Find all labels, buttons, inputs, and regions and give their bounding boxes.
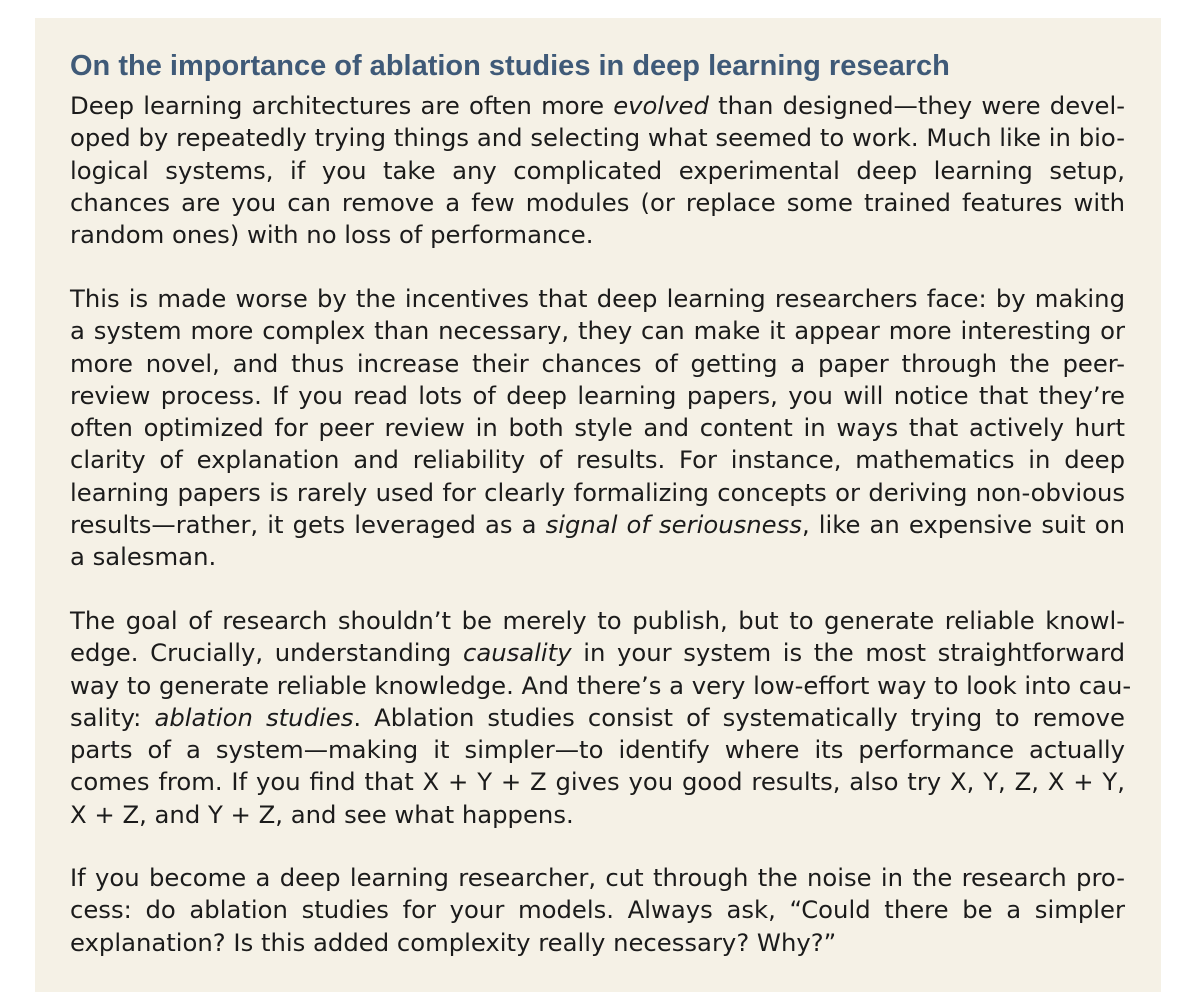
emphasis-text: ablation studies [154,702,354,732]
text-segment: random ones) with no loss of performance. [70,220,594,250]
text-line [70,509,1125,541]
text-segment: clarity of explanation and reliability of results. For instance, mathematics in deep [70,445,1125,475]
text-segment: sality: [70,702,155,732]
text-segment: If you become a deep learning researcher, cut through the noise in the research pro- [70,863,1125,892]
text-line [70,348,1125,380]
text-segment: cess: do ablation studies for your models. Always ask, “Could there be a simpler [70,895,1125,925]
text-line [70,219,1125,251]
text-segment: chances are you can remove a few modules (or replace some trained features with [70,187,1125,217]
text-line [70,734,1125,766]
text-segment: a system more complex than necessary, they can make it appear more interesting or [70,316,1125,346]
text-segment: more novel, and thus increase their chances of getting a paper through the peer- [70,348,1125,378]
text-line [70,155,1125,187]
text-segment: in your system is the most straightforward [571,638,1125,668]
text-segment: way to generate reliable knowledge. And there’s a very low-effort way to look into cau- [70,670,1132,700]
text-segment: parts of a system—making it simpler—to identify where its performance actually [70,735,1125,765]
text-segment: explanation? Is this added complexity really necessary? Why?” [70,927,837,957]
paragraph-3 [70,605,1132,831]
text-segment: oped by repeatedly trying things and selecting what seemed to work. Much like in bio- [70,123,1125,153]
emphasis-text: signal of seriousness [545,510,802,540]
text-line [70,380,1125,412]
text-line [70,444,1125,476]
text-line [70,862,1125,894]
text-segment: Deep learning architectures are often more [70,91,614,120]
sidebar-box [35,18,1161,992]
text-line [70,927,1125,959]
text-segment: This is made worse by the incentives that deep learning researchers face: by making [70,284,1125,313]
text-segment: . Ablation studies consist of systematically trying to remove [353,702,1125,732]
emphasis-text: causality [462,638,572,668]
text-line [70,122,1125,154]
text-line [70,283,1125,315]
text-segment: results—rather, it gets leveraged as a [70,510,546,540]
text-line [70,412,1125,444]
text-line [70,637,1125,669]
box-title: On the importance of ablation studies in deep learning research [70,50,950,82]
text-line [70,90,1125,122]
text-segment: X + Z, and Y + Z, and see what happens. [70,799,574,829]
text-line [70,799,1125,831]
text-line [70,605,1125,637]
text-line [70,702,1125,734]
text-segment: , like an expensive suit on [801,510,1125,540]
text-line [70,894,1125,926]
paragraph-2 [70,283,1125,574]
text-segment: review process. If you read lots of deep learning papers, you will notice that they’re [70,380,1125,410]
paragraph-1 [70,90,1125,251]
text-segment: learning papers is rarely used for clearly formalizing concepts or deriving non-obvious [70,477,1125,507]
paragraph-4 [70,862,1125,959]
text-segment: than designed—they were devel- [708,91,1125,120]
text-segment: The goal of research shouldn’t be merely to publish, but to generate reliable knowl- [70,606,1125,635]
text-line [70,315,1125,347]
text-segment: comes from. If you find that X + Y + Z gives you good results, also try X, Y, Z, X + Y, [70,767,1125,797]
text-line [70,670,1132,702]
emphasis-text: evolved [613,91,709,120]
text-line [70,541,1125,573]
text-segment: logical systems, if you take any complicated experimental deep learning setup, [70,155,1125,185]
text-segment: often optimized for peer review in both style and content in ways that actively hurt [70,413,1125,443]
text-segment: edge. Crucially, understanding [70,638,463,668]
text-line [70,477,1125,509]
text-segment: a salesman. [70,542,217,572]
text-line [70,766,1125,798]
text-line [70,187,1125,219]
